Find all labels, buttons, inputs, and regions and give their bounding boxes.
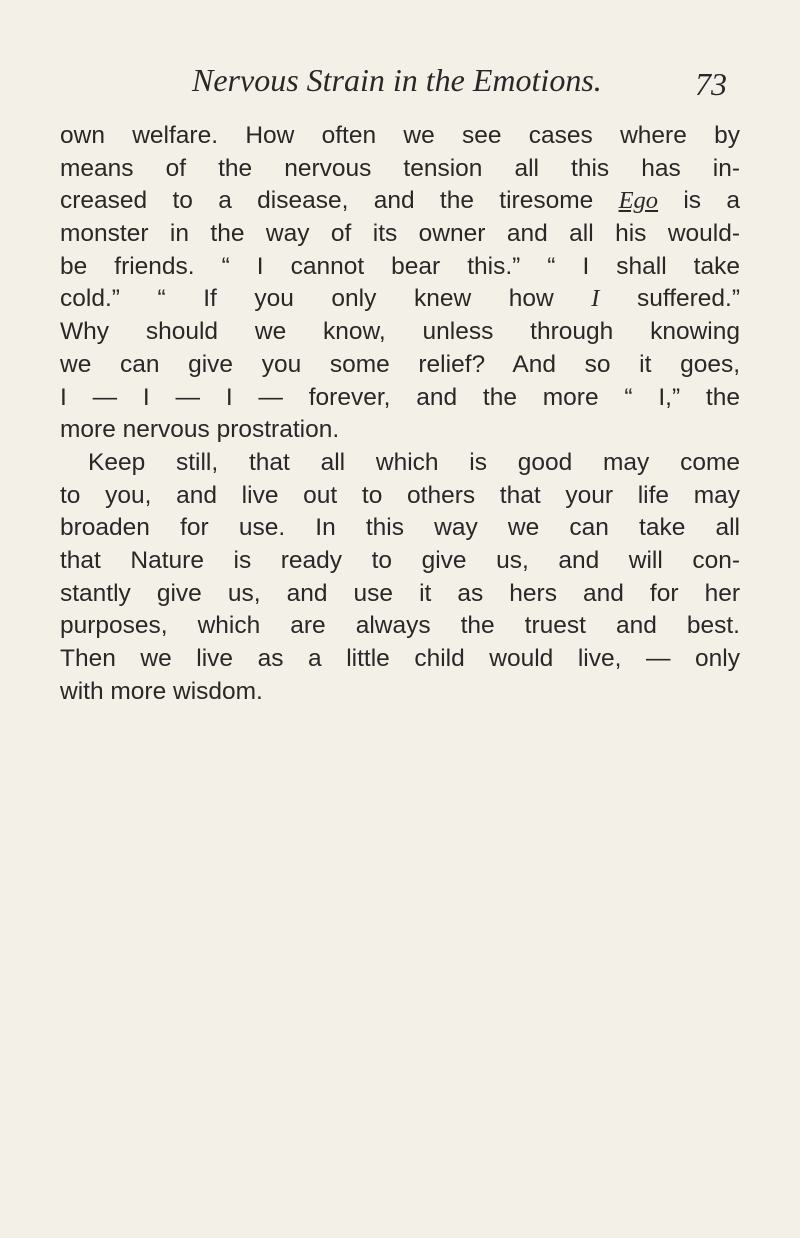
text-line: be friends. “ I cannot bear this.” “ I shall take	[60, 252, 740, 280]
page-number: 73	[695, 66, 727, 102]
running-head	[0, 60, 800, 100]
paragraph	[60, 447, 740, 709]
text-line: with more wisdom.	[60, 677, 263, 705]
text-line: creased to a disease, and the tiresome Ego is a	[60, 187, 740, 215]
emphasis: I	[591, 285, 600, 313]
text-line: own welfare. How often we see cases where by	[60, 122, 740, 149]
emphasis: Ego	[618, 187, 659, 215]
text-line: more nervous prostration.	[60, 416, 340, 444]
text-line: I — I — I — forever, and the more “ I,” the	[60, 383, 740, 411]
text-line: purposes, which are always the truest and best.	[60, 612, 740, 640]
text-line: stantly give us, and use it as hers and for her	[60, 579, 740, 607]
text-line: broaden for use. In this way we can take all	[60, 514, 740, 542]
body-text	[60, 120, 740, 708]
running-title: Nervous Strain in the Emotions.	[192, 62, 602, 98]
text-line: we can give you some relief? And so it goes,	[60, 350, 740, 378]
text-line: to you, and live out to others that your life may	[60, 481, 740, 509]
text-line: Why should we know, unless through knowing	[60, 318, 740, 346]
text-line: means of the nervous tension all this has in-	[60, 154, 740, 182]
paragraph	[60, 120, 740, 447]
text-line: cold.” “ If you only knew how I suffered.”	[60, 285, 741, 313]
text-line: that Nature is ready to give us, and will con-	[60, 546, 740, 574]
text-line: Keep still, that all which is good may come	[88, 448, 740, 476]
text-line: Then we live as a little child would live, — only	[60, 645, 740, 672]
text-line: monster in the way of its owner and all his would-	[60, 220, 740, 248]
